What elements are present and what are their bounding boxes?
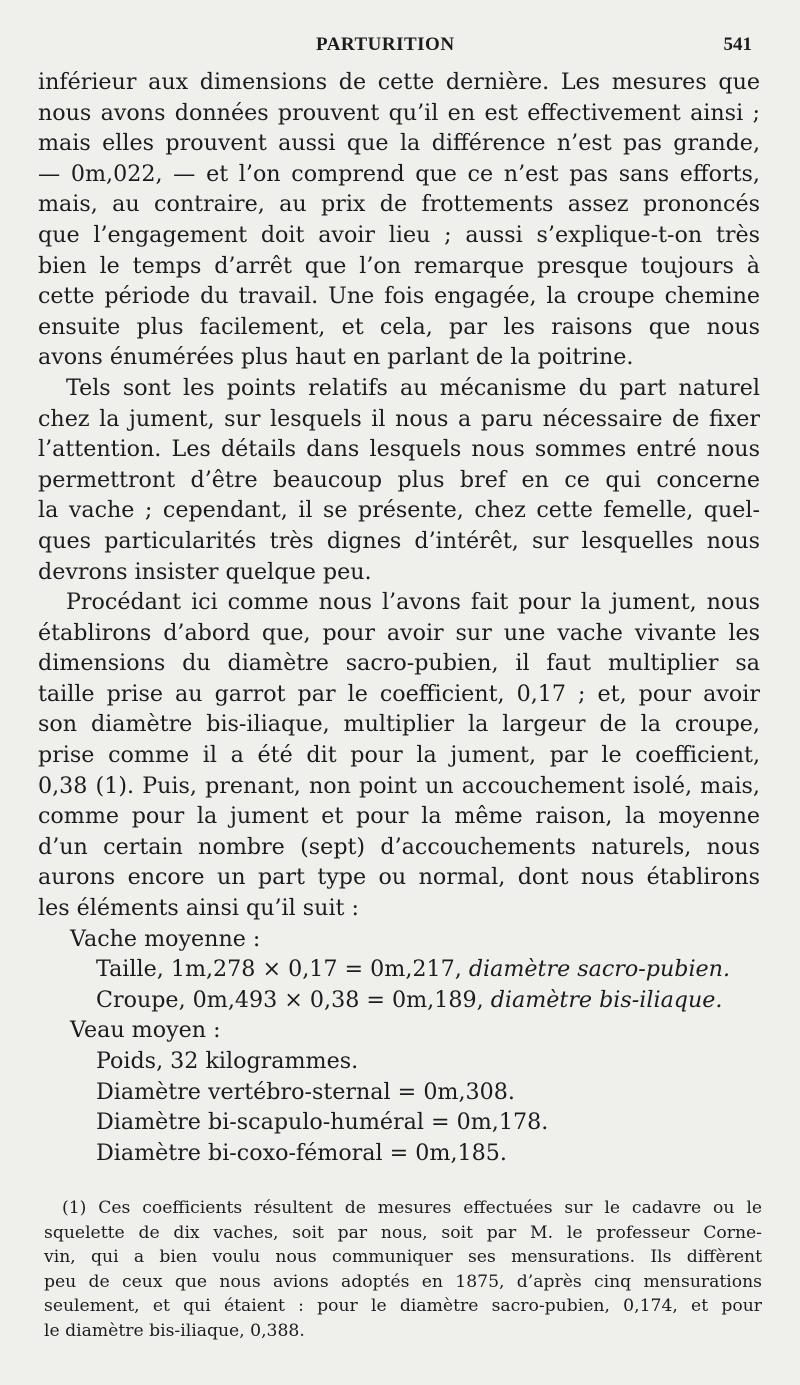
text-line: mais elles prouvent aussi que la différence n’est pas grande,	[38, 130, 760, 157]
taille-formula: Taille, 1m,278 × 0,17 = 0m,217,	[96, 956, 462, 983]
text-line: comme pour la jument et pour la même raison, la moyenne	[38, 803, 760, 830]
text-line: ques particularités très dignes d’intérêt, sur lesquelles nous	[38, 527, 760, 554]
footnote-line: (1) Ces coefficients résultent de mesures effectuées sur le cadavre ou le	[62, 1198, 762, 1218]
veau-item: Poids, 32 kilogrammes.	[96, 1048, 359, 1074]
footnote	[44, 1196, 762, 1343]
footnote-line: peu de ceux que nous avions adoptés en 1875, d’après cinq mensurations	[44, 1271, 762, 1292]
paragraph-1	[38, 67, 760, 373]
text-line: devrons insister quelque peu.	[38, 558, 372, 585]
croupe-label: diamètre bis-iliaque.	[490, 986, 723, 1013]
text-line: — 0m,022, — et l’on comprend que ce n’est pas sans efforts,	[38, 160, 760, 187]
footnote-line: vin, qui a bien voulu nous communiquer ses mensurations. Ils diffèrent	[44, 1247, 762, 1267]
veau-item: Diamètre vertébro-sternal = 0m,308.	[96, 1078, 515, 1105]
text-line: cette période du travail. Une fois engagée, la croupe chemine	[38, 283, 760, 310]
veau-heading: Veau moyen :	[70, 1017, 221, 1044]
text-line: bien le temps d’arrêt que l’on remarque presque toujours à	[38, 252, 760, 279]
text-line: permettront d’être beaucoup plus bref en ce qui concerne	[38, 466, 760, 493]
text-line: prise comme il a été dit pour la jument, par le coefficient,	[38, 742, 760, 769]
text-line: établirons d’abord que, pour avoir sur une vache vivante les	[38, 619, 760, 646]
text-line: la vache ; cependant, il se présente, chez cette femelle, quel-	[38, 497, 760, 524]
text-line: inférieur aux dimensions de cette dernière. Les mesures que	[38, 69, 760, 95]
text-line: mais, au contraire, au prix de frottements assez prononcés	[38, 191, 760, 218]
text-line: chez la jument, sur lesquels il nous a paru nécessaire de fixer	[38, 405, 760, 432]
page-number: 541	[723, 34, 752, 55]
vache-taille	[38, 954, 760, 985]
text-line: Tels sont les points relatifs au mécanisme du part naturel	[66, 374, 760, 401]
text-line: Procédant ici comme nous l’avons fait pour la jument, nous	[66, 589, 760, 616]
footnote-line: squelette de dix vaches, soit par nous, soit par M. le professeur Corne-	[44, 1222, 762, 1243]
text-line: dimensions du diamètre sacro-pubien, il faut multiplier sa	[38, 650, 760, 677]
text-line: que l’engagement doit avoir lieu ; aussi s’explique-t-on très	[38, 221, 760, 248]
text-line: taille prise au garrot par le coefficient, 0,17 ; et, pour avoir	[38, 680, 760, 707]
text-line: ensuite plus facilement, et cela, par les raisons que nous	[38, 313, 760, 340]
text-line: nous avons données prouvent qu’il en est effectivement ainsi ;	[38, 99, 760, 126]
vache-heading: Vache moyenne :	[70, 925, 261, 952]
running-title: PARTURITION	[316, 34, 455, 55]
croupe-formula: Croupe, 0m,493 × 0,38 = 0m,189,	[96, 986, 484, 1013]
text-line: aurons encore un part type ou normal, dont nous établirons	[38, 864, 760, 891]
footnote-line: le diamètre bis-iliaque, 0,388.	[44, 1320, 305, 1341]
running-header	[40, 34, 752, 58]
taille-label: diamètre sacro-pubien.	[468, 956, 731, 983]
paragraph-2	[38, 373, 760, 587]
text-line: l’attention. Les détails dans lesquels nous sommes entré nous	[38, 436, 760, 463]
vache-croupe	[38, 985, 760, 1016]
text-line: 0,38 (1). Puis, prenant, non point un accouchement isolé, mais,	[38, 772, 760, 799]
footnote-line: seulement, et qui étaient : pour le diamètre sacro-pubien, 0,174, et pour	[44, 1296, 762, 1316]
main-text	[38, 67, 760, 1168]
text-line: d’un certain nombre (sept) d’accouchements naturels, nous	[38, 833, 760, 860]
veau-item: Diamètre bi-coxo-fémoral = 0m,185.	[96, 1139, 507, 1166]
text-line: son diamètre bis-iliaque, multiplier la largeur de la croupe,	[38, 711, 760, 738]
text-line: avons énumérées plus haut en parlant de la poitrine.	[38, 344, 634, 371]
text-line: les éléments ainsi qu’il suit :	[38, 895, 359, 922]
veau-item: Diamètre bi-scapulo-huméral = 0m,178.	[96, 1109, 549, 1136]
paragraph-3	[38, 587, 760, 924]
